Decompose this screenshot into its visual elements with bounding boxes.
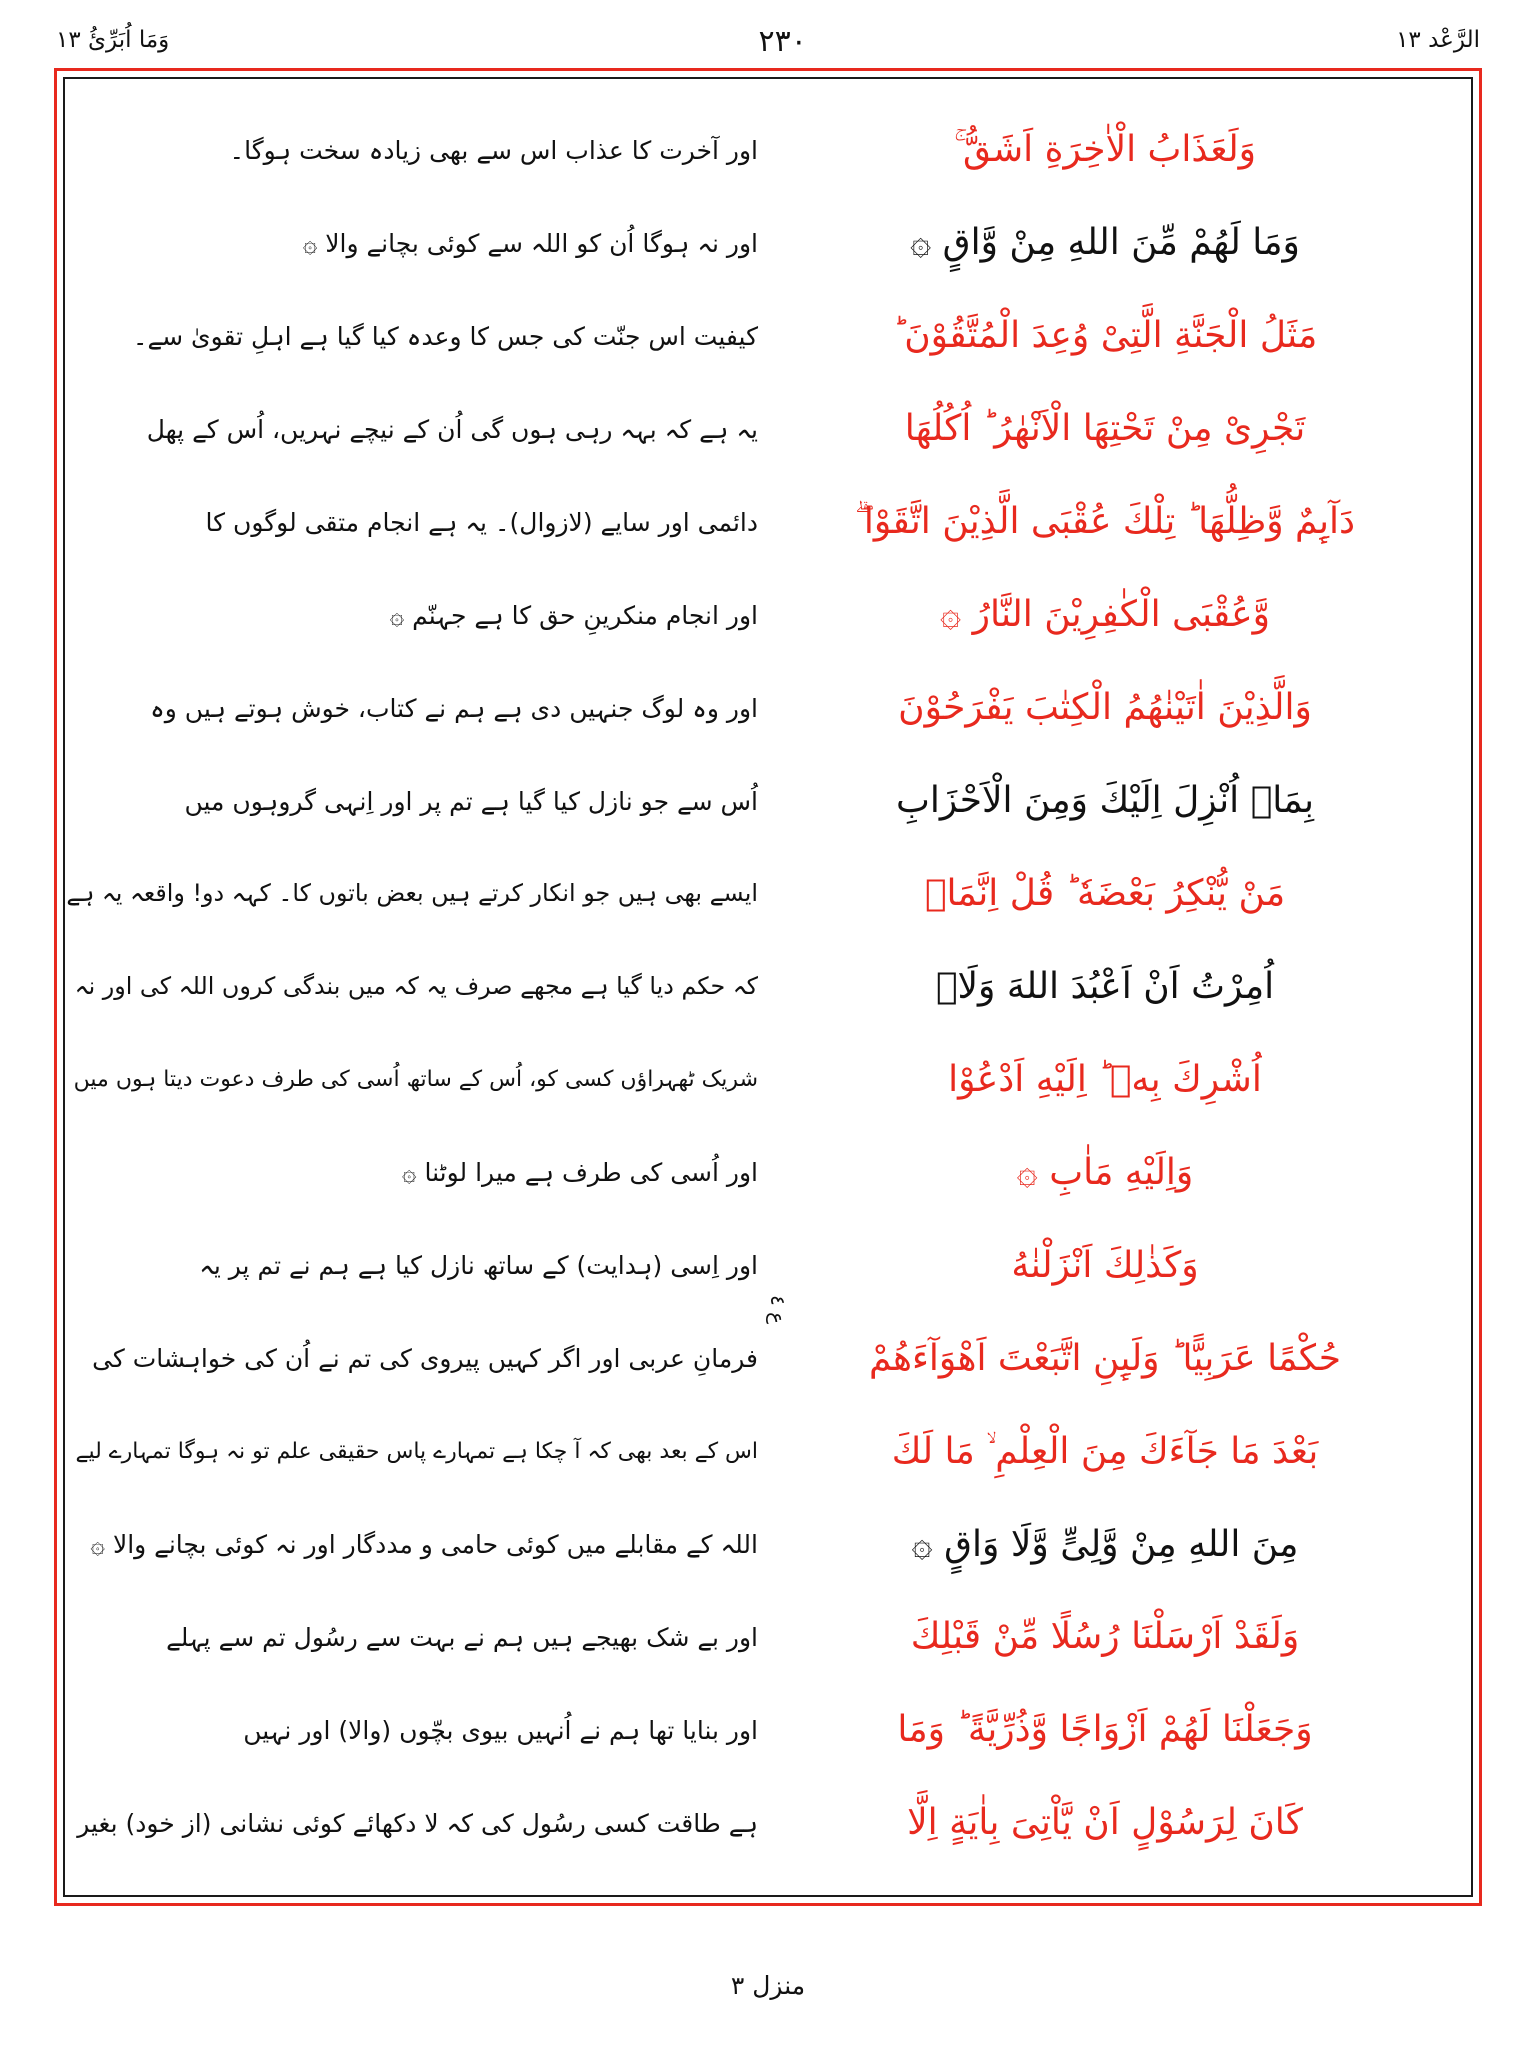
urdu-line: اس کے بعد بھی کہ آ چکا ہے تمہارے پاس حقیقی علم تو نہ ہوگا تمہارے لیے: [75, 1438, 758, 1464]
arabic-line: وَالَّذِیْنَ اٰتَیْنٰهُمُ الْكِتٰبَ یَفْرَحُوْنَ: [898, 687, 1312, 729]
urdu-line: اور بنایا تھا ہم نے اُنہیں بیوی بچّوں (والا) اور نہیں: [243, 1715, 758, 1745]
arabic-line: اُشْرِكَ بِهٖ ؕ اِلَیْهِ اَدْعُوْا: [948, 1058, 1262, 1100]
urdu-line: دائمی اور سایے (لازوال)۔ یہ ہے انجام متقی لوگوں کا: [205, 507, 758, 537]
arabic-column: [768, 90, 1460, 1884]
arabic-line: وَجَعَلْنَا لَهُمْ اَزْوَاجًا وَّذُرِّیَّةً ؕ وَمَا: [897, 1709, 1313, 1751]
page-body: [66, 90, 1460, 1884]
arabic-line: وَلَقَدْ اَرْسَلْنَا رُسُلًا مِّنْ قَبْلِكَ: [910, 1616, 1300, 1658]
urdu-line: کیفیت اس جنّت کی جس کا وعدہ کیا گیا ہے اہلِ تقویٰ سے۔: [132, 321, 758, 351]
arabic-line: وَاِلَیْهِ مَاٰبِ ۞: [1016, 1151, 1194, 1193]
urdu-line: اور اُسی کی طرف ہے میرا لوٹنا ۞: [401, 1158, 758, 1188]
arabic-line: دَآىِٕمٌ وَّظِلُّهَا ؕ تِلْكَ عُقْبَى الَّذِیْنَ اتَّقَوْا ۖۗ: [854, 501, 1356, 543]
urdu-line: اور نہ ہوگا اُن کو اللہ سے کوئی بچانے والا ۞: [302, 228, 758, 258]
header-para-label: وَمَا اُبَرِّئُ ١٣: [56, 27, 170, 54]
page-footer: منزل ٣: [730, 1971, 806, 2000]
urdu-line: ایسے بھی ہیں جو انکار کرتے ہیں بعض باتوں کا۔ کہہ دو! واقعہ یہ ہے: [66, 879, 758, 908]
urdu-line: اور اِسی (ہدایت) کے ساتھ نازل کیا ہے ہم نے تم پر یہ: [199, 1251, 758, 1281]
urdu-line: اُس سے جو نازل کیا گیا ہے تم پر اور اِنہی گروہوں میں: [184, 786, 758, 816]
arabic-line: مَنْ یُّنْكِرُ بَعْضَهٗ ؕ قُلْ اِنَّمَاۤ: [924, 872, 1286, 914]
arabic-line: وَمَا لَهُمْ مِّنَ اللهِ مِنْ وَّاقٍ ۞: [910, 222, 1300, 264]
urdu-line: فرمانِ عربی اور اگر کہیں پیروی کی تم نے اُن کی خواہشات کی: [92, 1344, 758, 1374]
page-header: [56, 18, 1480, 64]
arabic-line: مَثَلُ الْجَنَّةِ الَّتِیْ وُعِدَ الْمُتَّقُوْنَ ؕ: [892, 315, 1318, 357]
urdu-line: شریک ٹھہراؤں کسی کو، اُس کے ساتھ اُسی کی طرف دعوت دیتا ہوں میں: [73, 1066, 758, 1092]
urdu-line: اور انجام منکرینِ حق کا ہے جہنّم ۞: [389, 600, 758, 630]
arabic-line: بَعْدَ مَا جَآءَكَ مِنَ الْعِلْمِ ۙ مَا لَكَ: [891, 1430, 1319, 1472]
arabic-line: مِنَ اللهِ مِنْ وَّلِیٍّ وَّلَا وَاقٍ ۞: [911, 1523, 1299, 1565]
arabic-line: تَجْرِیْ مِنْ تَحْتِهَا الْاَنْهٰرُ ؕ اُكُلُهَا: [904, 408, 1306, 450]
urdu-line: یہ ہے کہ بہہ رہی ہوں گی اُن کے نیچے نہریں، اُس کے پھل: [146, 414, 758, 444]
urdu-column: [66, 90, 768, 1884]
ruku-marker: ع ٤: [766, 1295, 790, 1325]
arabic-line: اُمِرْتُ اَنْ اَعْبُدَ اللهَ وَلَاۤ: [935, 965, 1275, 1007]
arabic-line: حُكْمًا عَرَبِیًّا ؕ وَلَىِٕنِ اتَّبَعْتَ اَهْوَآءَهُمْ: [869, 1337, 1342, 1379]
urdu-line: ہے طاقت کسی رسُول کی کہ لا دکھائے کوئی نشانی (از خود) بغیر: [77, 1808, 758, 1838]
urdu-line: اور آخرت کا عذاب اس سے بھی زیادہ سخت ہوگا۔: [229, 135, 758, 165]
page-number: ٢٣٠: [758, 23, 807, 59]
urdu-line: اور بے شک بھیجے ہیں ہم نے بہت سے رسُول تم سے پہلے: [166, 1622, 758, 1652]
arabic-line: بِمَاۤ اُنْزِلَ اِلَیْكَ وَمِنَ الْاَحْزَابِ: [896, 780, 1315, 822]
header-surah-label: الرَّعْد ١٣: [1396, 27, 1480, 54]
urdu-line: اور وہ لوگ جنہیں دی ہے ہم نے کتاب، خوش ہوتے ہیں وہ: [150, 693, 758, 723]
arabic-line: وَلَعَذَابُ الْاٰخِرَةِ اَشَقُّ ۚ: [953, 129, 1257, 171]
urdu-line: کہ حکم دیا گیا ہے مجھے صرف یہ کہ میں بندگی کروں اللہ کی اور نہ: [74, 972, 758, 1000]
arabic-line: وَكَذٰلِكَ اَنْزَلْنٰهُ: [1011, 1244, 1199, 1286]
arabic-line: كَانَ لِرَسُوْلٍ اَنْ یَّاْتِیَ بِاٰیَةٍ اِلَّا: [907, 1802, 1303, 1844]
arabic-line: وَّعُقْبَى الْكٰفِرِیْنَ النَّارُ ۞: [940, 594, 1270, 636]
urdu-line: اللہ کے مقابلے میں کوئی حامی و مددگار اور نہ کوئی بچانے والا ۞: [90, 1530, 758, 1560]
